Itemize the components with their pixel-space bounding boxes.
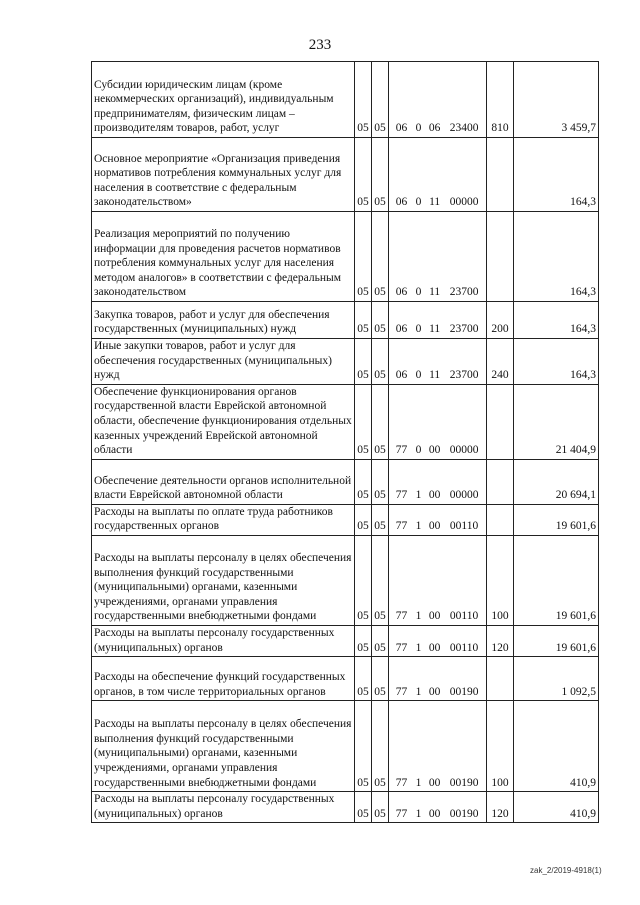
section-code: 05 bbox=[355, 302, 372, 339]
expense-type-code bbox=[487, 138, 514, 212]
target-article-code bbox=[389, 701, 487, 792]
subprogram-code: 0 bbox=[415, 444, 422, 457]
subprogram-code: 0 bbox=[415, 369, 422, 382]
target-article-code bbox=[389, 302, 487, 339]
table-row bbox=[92, 657, 599, 701]
program-code: 77 bbox=[395, 489, 408, 502]
direction-code: 23700 bbox=[449, 369, 479, 382]
expense-type-code bbox=[487, 384, 514, 459]
direction-code: 23400 bbox=[449, 122, 479, 135]
amount: 410,9 bbox=[514, 701, 599, 792]
subprogram-code: 1 bbox=[415, 807, 422, 820]
program-code: 77 bbox=[395, 685, 408, 698]
event-code: 11 bbox=[429, 286, 441, 299]
event-code: 11 bbox=[429, 196, 441, 209]
amount: 19 601,6 bbox=[514, 625, 599, 656]
section-code: 05 bbox=[355, 384, 372, 459]
program-code: 77 bbox=[395, 807, 408, 820]
program-code: 77 bbox=[395, 444, 408, 457]
item-name: Реализация мероприятий по получению информации для проведения расчетов нормативов потребления коммунальных услуг для населения методом аналогов» в соответствии с федеральным законодательством bbox=[92, 212, 355, 302]
event-code: 11 bbox=[429, 369, 441, 382]
event-code: 06 bbox=[428, 122, 441, 135]
expense-type-code: 100 bbox=[487, 535, 514, 625]
subsection-code: 05 bbox=[372, 701, 389, 792]
item-name: Расходы на выплаты персоналу в целях обеспечения выполнения функций государственными (муниципальными) органами, казенными учреждениями, органами управления государственными внебюджетными фондами bbox=[92, 535, 355, 625]
event-code: 00 bbox=[428, 520, 441, 533]
item-name: Обеспечение деятельности органов исполнительной власти Еврейской автономной области bbox=[92, 459, 355, 504]
expense-type-code bbox=[487, 657, 514, 701]
subsection-code: 05 bbox=[372, 384, 389, 459]
subsection-code: 05 bbox=[372, 625, 389, 656]
section-code: 05 bbox=[355, 535, 372, 625]
subsection-code: 05 bbox=[372, 657, 389, 701]
direction-code: 23700 bbox=[449, 286, 479, 299]
table-row bbox=[92, 62, 599, 138]
subprogram-code: 1 bbox=[415, 641, 422, 654]
expense-type-code bbox=[487, 504, 514, 535]
subprogram-code: 0 bbox=[415, 323, 422, 336]
subsection-code: 05 bbox=[372, 535, 389, 625]
program-code: 06 bbox=[395, 323, 408, 336]
direction-code: 23700 bbox=[449, 323, 479, 336]
subsection-code: 05 bbox=[372, 62, 389, 138]
subsection-code: 05 bbox=[372, 339, 389, 385]
table-row bbox=[92, 792, 599, 823]
amount: 21 404,9 bbox=[514, 384, 599, 459]
table-row bbox=[92, 138, 599, 212]
target-article-code bbox=[389, 459, 487, 504]
expense-type-code: 810 bbox=[487, 62, 514, 138]
event-code: 00 bbox=[428, 444, 441, 457]
subprogram-code: 1 bbox=[415, 520, 422, 533]
direction-code: 00190 bbox=[449, 685, 479, 698]
amount: 3 459,7 bbox=[514, 62, 599, 138]
subsection-code: 05 bbox=[372, 212, 389, 302]
section-code: 05 bbox=[355, 701, 372, 792]
direction-code: 00000 bbox=[449, 489, 479, 502]
item-name: Обеспечение функционирования органов государственной власти Еврейской автономной области, обеспечение функционирования отдельных казенных учреждений Еврейской автономной области bbox=[92, 384, 355, 459]
direction-code: 00110 bbox=[449, 520, 479, 533]
target-article-code bbox=[389, 384, 487, 459]
program-code: 77 bbox=[395, 520, 408, 533]
section-code: 05 bbox=[355, 339, 372, 385]
subprogram-code: 0 bbox=[415, 196, 422, 209]
event-code: 00 bbox=[428, 641, 441, 654]
subsection-code: 05 bbox=[372, 138, 389, 212]
amount: 19 601,6 bbox=[514, 535, 599, 625]
item-name: Расходы на выплаты по оплате труда работников государственных органов bbox=[92, 504, 355, 535]
section-code: 05 bbox=[355, 504, 372, 535]
section-code: 05 bbox=[355, 62, 372, 138]
program-code: 77 bbox=[395, 610, 408, 623]
expense-type-code: 200 bbox=[487, 302, 514, 339]
direction-code: 00110 bbox=[449, 610, 479, 623]
section-code: 05 bbox=[355, 212, 372, 302]
table-row bbox=[92, 701, 599, 792]
expense-type-code: 120 bbox=[487, 792, 514, 823]
subsection-code: 05 bbox=[372, 792, 389, 823]
subsection-code: 05 bbox=[372, 504, 389, 535]
item-name: Расходы на выплаты персоналу в целях обеспечения выполнения функций государственными (муниципальными) органами, казенными учреждениями, органами управления государственными внебюджетными фондами bbox=[92, 701, 355, 792]
expense-type-code: 100 bbox=[487, 701, 514, 792]
amount: 19 601,6 bbox=[514, 504, 599, 535]
item-name: Расходы на выплаты персоналу государственных (муниципальных) органов bbox=[92, 792, 355, 823]
amount: 164,3 bbox=[514, 302, 599, 339]
subprogram-code: 0 bbox=[415, 286, 422, 299]
item-name: Иные закупки товаров, работ и услуг для обеспечения государственных (муниципальных) нужд bbox=[92, 339, 355, 385]
table-row bbox=[92, 302, 599, 339]
program-code: 06 bbox=[395, 122, 408, 135]
expense-type-code: 120 bbox=[487, 625, 514, 656]
target-article-code bbox=[389, 62, 487, 138]
target-article-code bbox=[389, 339, 487, 385]
table-row bbox=[92, 212, 599, 302]
event-code: 00 bbox=[428, 489, 441, 502]
budget-table bbox=[91, 61, 599, 823]
program-code: 06 bbox=[395, 286, 408, 299]
direction-code: 00000 bbox=[449, 196, 479, 209]
direction-code: 00190 bbox=[449, 807, 479, 820]
amount: 20 694,1 bbox=[514, 459, 599, 504]
amount: 1 092,5 bbox=[514, 657, 599, 701]
document-footer-code: zak_2/2019-4918(1) bbox=[530, 866, 602, 875]
amount: 164,3 bbox=[514, 138, 599, 212]
subprogram-code: 1 bbox=[415, 776, 422, 789]
target-article-code bbox=[389, 657, 487, 701]
page-number: 233 bbox=[308, 37, 332, 53]
target-article-code bbox=[389, 504, 487, 535]
event-code: 00 bbox=[428, 685, 441, 698]
event-code: 00 bbox=[428, 610, 441, 623]
table-row bbox=[92, 535, 599, 625]
direction-code: 00110 bbox=[449, 641, 479, 654]
item-name: Субсидии юридическим лицам (кроме некоммерческих организаций), индивидуальным предпринимателям, физическим лицам – производителям товаров, работ, услуг bbox=[92, 62, 355, 138]
amount: 164,3 bbox=[514, 212, 599, 302]
event-code: 11 bbox=[429, 323, 441, 336]
target-article-code bbox=[389, 625, 487, 656]
subsection-code: 05 bbox=[372, 302, 389, 339]
subsection-code: 05 bbox=[372, 459, 389, 504]
table-row bbox=[92, 459, 599, 504]
section-code: 05 bbox=[355, 625, 372, 656]
table-row bbox=[92, 384, 599, 459]
item-name: Расходы на обеспечение функций государственных органов, в том числе территориальных органов bbox=[92, 657, 355, 701]
amount: 164,3 bbox=[514, 339, 599, 385]
section-code: 05 bbox=[355, 459, 372, 504]
section-code: 05 bbox=[355, 138, 372, 212]
subprogram-code: 1 bbox=[415, 610, 422, 623]
event-code: 00 bbox=[428, 807, 441, 820]
direction-code: 00190 bbox=[449, 776, 479, 789]
section-code: 05 bbox=[355, 792, 372, 823]
expense-type-code bbox=[487, 459, 514, 504]
program-code: 77 bbox=[395, 776, 408, 789]
target-article-code bbox=[389, 138, 487, 212]
section-code: 05 bbox=[355, 657, 372, 701]
direction-code: 00000 bbox=[449, 444, 479, 457]
target-article-code bbox=[389, 792, 487, 823]
table-row bbox=[92, 504, 599, 535]
expense-type-code bbox=[487, 212, 514, 302]
table-row bbox=[92, 339, 599, 385]
table-row bbox=[92, 625, 599, 656]
program-code: 77 bbox=[395, 641, 408, 654]
program-code: 06 bbox=[395, 196, 408, 209]
target-article-code bbox=[389, 212, 487, 302]
amount: 410,9 bbox=[514, 792, 599, 823]
subprogram-code: 0 bbox=[415, 122, 422, 135]
subprogram-code: 1 bbox=[415, 685, 422, 698]
expense-type-code: 240 bbox=[487, 339, 514, 385]
target-article-code bbox=[389, 535, 487, 625]
item-name: Расходы на выплаты персоналу государственных (муниципальных) органов bbox=[92, 625, 355, 656]
event-code: 00 bbox=[428, 776, 441, 789]
subprogram-code: 1 bbox=[415, 489, 422, 502]
item-name: Закупка товаров, работ и услуг для обеспечения государственных (муниципальных) нужд bbox=[92, 302, 355, 339]
program-code: 06 bbox=[395, 369, 408, 382]
item-name: Основное мероприятие «Организация приведения нормативов потребления коммунальных услуг для населения в соответствие с федеральным законодательством» bbox=[92, 138, 355, 212]
